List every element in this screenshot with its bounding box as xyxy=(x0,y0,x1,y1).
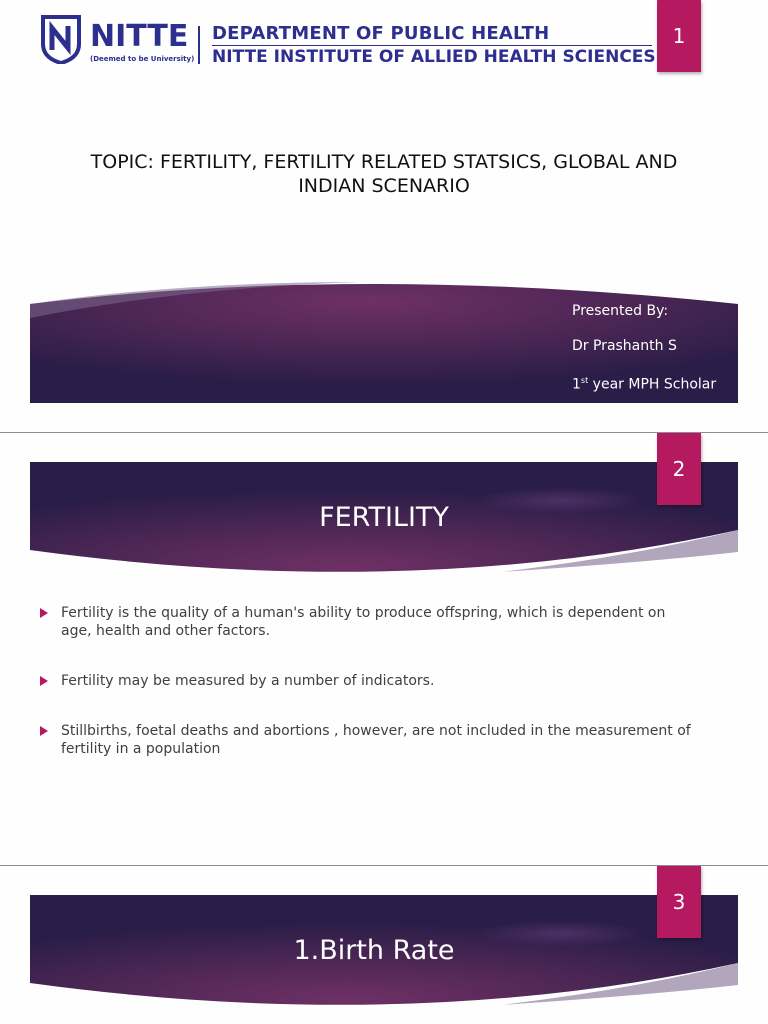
title-banner xyxy=(30,462,738,577)
slide-title: FERTILITY xyxy=(319,502,449,533)
logo-wordmark: NITTE xyxy=(90,19,189,54)
presenter-info xyxy=(572,302,716,407)
slide-3 xyxy=(0,866,768,1024)
list-item xyxy=(40,604,700,640)
presenter-role xyxy=(572,372,716,407)
slide-topic xyxy=(40,150,728,198)
role-ordinal: 1 xyxy=(572,376,581,393)
bullet-text: Fertility is the quality of a human's ability to produce offspring, which is dependent on age, health and other factors. xyxy=(61,605,666,639)
bullet-text: Fertility may be measured by a number of indicators. xyxy=(61,673,435,689)
role-superscript: st xyxy=(580,376,589,385)
title-banner xyxy=(30,895,738,1010)
presenter-name: Dr Prashanth S xyxy=(572,338,677,354)
list-item xyxy=(40,672,700,690)
slide-1 xyxy=(0,0,768,432)
nitte-shield-icon xyxy=(40,14,82,64)
logo-rule xyxy=(212,45,652,46)
logo-tagline: (Deemed to be University) xyxy=(90,55,195,63)
institute-name: NITTE INSTITUTE OF ALLIED HEALTH SCIENCES xyxy=(212,47,656,67)
slide-number-badge: 2 xyxy=(657,433,701,505)
bullet-list xyxy=(40,604,700,758)
slide-number-badge: 3 xyxy=(657,866,701,938)
triangle-bullet-icon xyxy=(40,676,48,686)
bullet-text: Stillbirths, foetal deaths and abortions , however, are not included in the measurement of fertility in a population xyxy=(61,723,691,757)
topic-line-2: INDIAN SCENARIO xyxy=(298,175,470,197)
triangle-bullet-icon xyxy=(40,726,48,736)
presenter-label: Presented By: xyxy=(572,303,669,319)
department-name: DEPARTMENT OF PUBLIC HEALTH xyxy=(212,23,550,44)
role-text: year MPH Scholar xyxy=(588,376,717,393)
slide-number-badge: 1 xyxy=(657,0,701,72)
triangle-bullet-icon xyxy=(40,608,48,618)
nitte-logo xyxy=(40,14,656,67)
logo-separator xyxy=(198,26,200,64)
list-item xyxy=(40,722,700,758)
slide-title: 1.Birth Rate xyxy=(293,935,455,966)
topic-line-1: TOPIC: FERTILITY, FERTILITY RELATED STATSICS, GLOBAL AND xyxy=(90,151,678,173)
